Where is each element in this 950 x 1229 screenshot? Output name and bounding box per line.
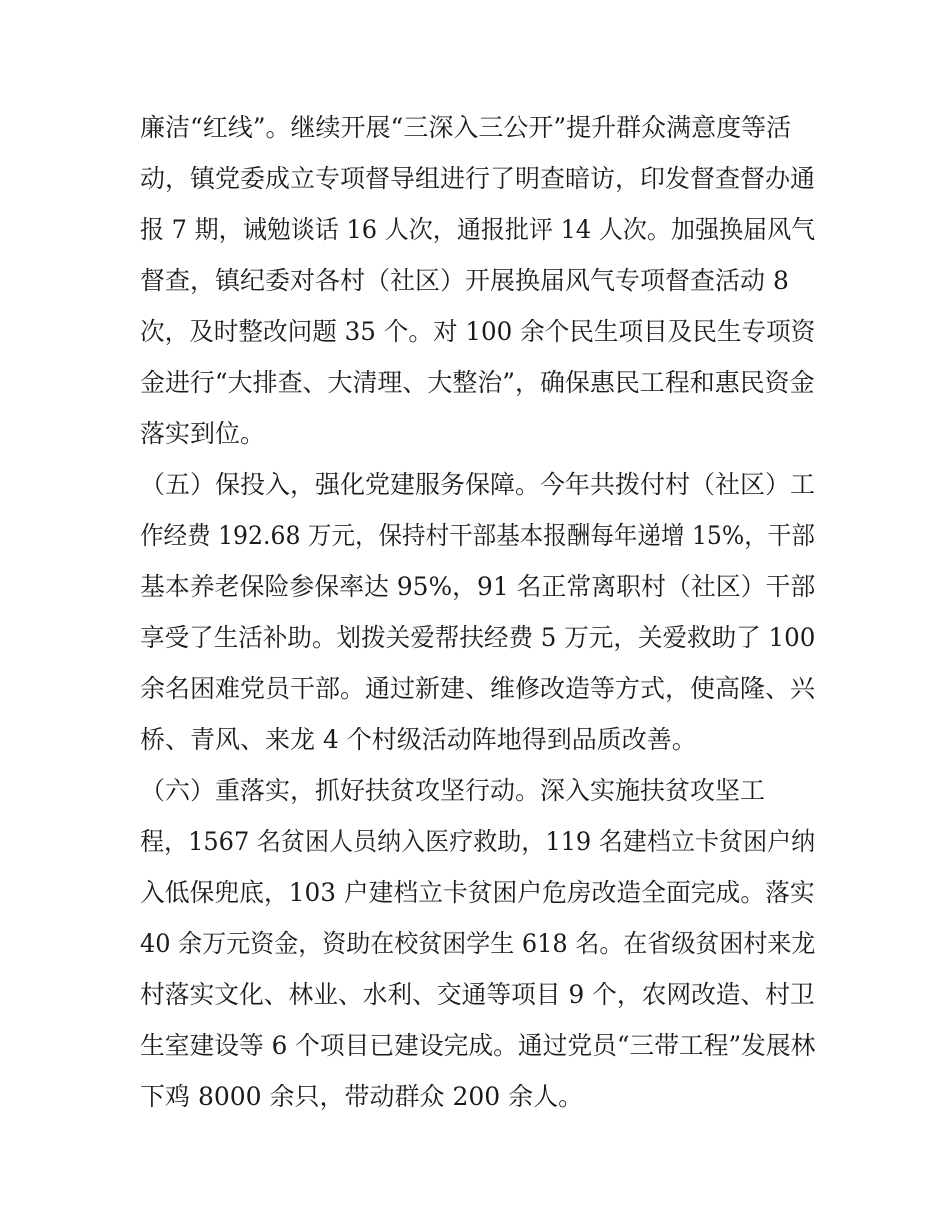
text-line: 督查，镇纪委对各村（社区）开展换届风气专项督查活动 8 bbox=[140, 266, 789, 295]
text-line: 入低保兜底，103 户建档立卡贫困户危房改造全面完成。落实 bbox=[140, 878, 815, 907]
text-line: 廉洁“红线”。继续开展“三深入三公开”提升群众满意度等活 bbox=[140, 113, 792, 142]
text-line: 作经费 192.68 万元，保持村干部基本报酬每年递增 15%，干部 bbox=[140, 521, 815, 550]
text-line: 基本养老保险参保率达 95%，91 名正常离职村（社区）干部 bbox=[140, 572, 816, 601]
text-line: 余名困难党员干部。通过新建、维修改造等方式，使高隆、兴 bbox=[140, 674, 816, 703]
text-line: 桥、青风、来龙 4 个村级活动阵地得到品质改善。 bbox=[140, 725, 697, 754]
text-line: 程，1567 名贫困人员纳入医疗救助，119 名建档立卡贫困户纳 bbox=[140, 827, 816, 856]
text-line: 生室建设等 6 个项目已建设完成。通过党员“三带工程”发展林 bbox=[140, 1031, 816, 1060]
text-line: 报 7 期，诫勉谈话 16 人次，通报批评 14 人次。加强换届风气 bbox=[140, 215, 816, 244]
text-line: 下鸡 8000 余只，带动群众 200 余人。 bbox=[140, 1082, 584, 1111]
text-line: 落实到位。 bbox=[140, 419, 266, 448]
text-line: 次，及时整改问题 35 个。对 100 余个民生项目及民生专项资 bbox=[140, 317, 816, 346]
text-line: 金进行“大排查、大清理、大整治”，确保惠民工程和惠民资金 bbox=[140, 368, 815, 397]
text-line: 动，镇党委成立专项督导组进行了明查暗访，印发督查督办通 bbox=[140, 164, 816, 193]
text-line: 村落实文化、林业、水利、交通等项目 9 个，农网改造、村卫 bbox=[140, 980, 815, 1009]
section-heading-line: （六）重落实，抓好扶贫攻坚行动。深入实施扶贫攻坚工 bbox=[140, 776, 766, 805]
text-line: 40 余万元资金，资助在校贫困学生 618 名。在省级贫困村来龙 bbox=[140, 929, 816, 958]
text-line: 享受了生活补助。划拨关爱帮扶经费 5 万元，关爱救助了 100 bbox=[140, 623, 816, 652]
section-heading-line: （五）保投入，强化党建服务保障。今年共拨付村（社区）工 bbox=[140, 470, 816, 499]
document-body bbox=[140, 102, 815, 1122]
